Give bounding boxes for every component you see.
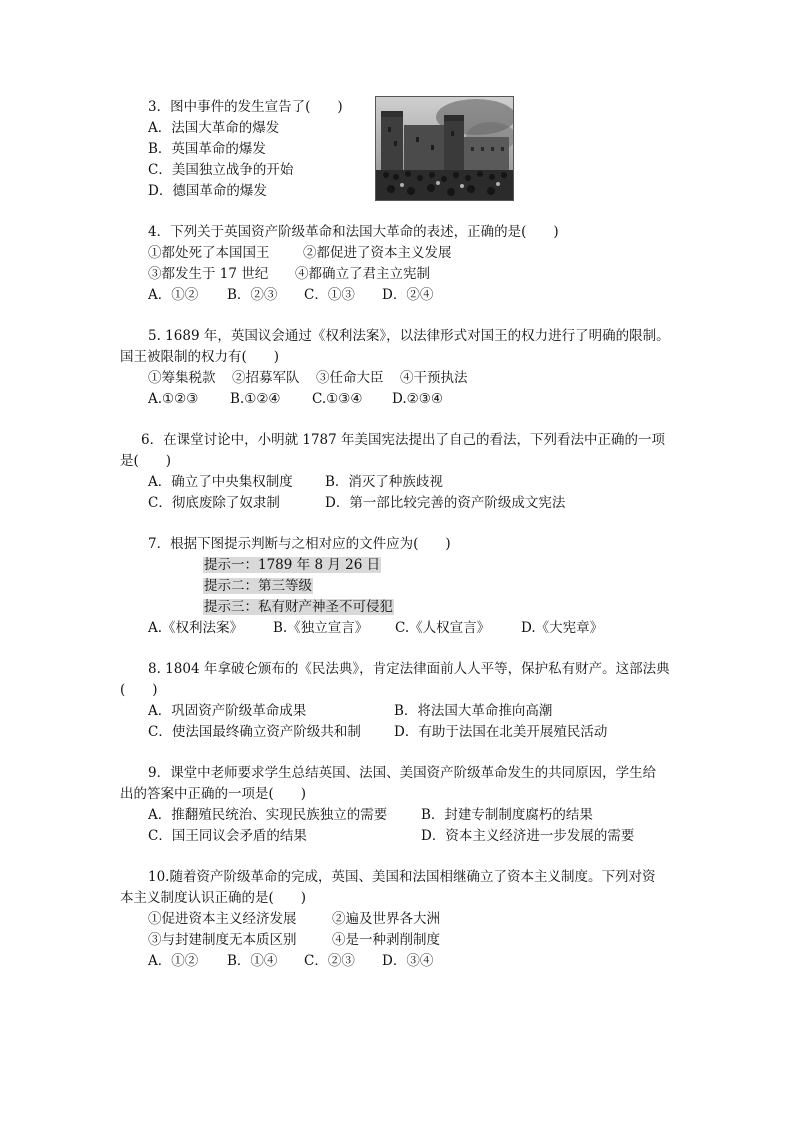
q4-item-1: ①都处死了本国国王: [148, 245, 270, 261]
q5-option-d: D.②③④: [392, 391, 443, 407]
q7-option-b: B.《独立宣言》: [273, 620, 369, 636]
q9-stem-line2: 出的答案中正确的一项是( ): [120, 786, 307, 802]
q5-item-2: ②招募军队: [232, 370, 300, 386]
q4-item-4: ④都确立了君主立宪制: [295, 266, 430, 282]
q9-option-c: C．国王同议会矛盾的结果: [148, 828, 307, 844]
q9-stem-line1: 9．课堂中老师要求学生总结英国、法国、美国资产阶级革命发生的共同原因，学生给: [148, 765, 657, 781]
q3-option-c: C．美国独立战争的开始: [148, 162, 294, 178]
q6-option-a: A．确立了中央集权制度: [148, 474, 293, 490]
q10-stem-line2: 本主义制度认识正确的是( ): [120, 890, 307, 906]
q6-option-b: B．消灭了种族歧视: [325, 474, 443, 490]
q3-option-a: A．法国大革命的爆发: [148, 120, 280, 136]
q10-option-a: A．①②: [148, 953, 199, 969]
q9-option-a: A．推翻殖民统治、实现民族独立的需要: [148, 807, 388, 823]
q7-option-c: C.《人权宣言》: [395, 620, 491, 636]
bastille-illustration: [376, 97, 513, 200]
q7-hint-2-text: 提示二：第三等级: [204, 578, 312, 594]
q7-hint-1-text: 提示一：1789 年 8 月 26 日: [204, 557, 381, 573]
q6-stem-line2: 是( ): [120, 453, 172, 469]
q9-option-d: D．资本主义经济进一步发展的需要: [421, 828, 635, 844]
q4-stem: 4．下列关于英国资产阶级革命和法国大革命的表述，正确的是( ): [148, 224, 559, 240]
q5-item-1: ①筹集税款: [148, 370, 216, 386]
q10-item-3: ③与封建制度无本质区别: [148, 932, 297, 948]
q6-stem-line1: 6．在课堂讨论中，小明就 1787 年美国宪法提出了自己的看法，下列看法中正确的一项: [141, 432, 666, 448]
bastille-image: [375, 96, 514, 201]
q7-option-d: D.《大宪章》: [521, 620, 604, 636]
q5-item-4: ④干预执法: [400, 370, 468, 386]
q3-option-b: B．英国革命的爆发: [148, 141, 266, 157]
q10-stem-line1: 10.随着资产阶级革命的完成，英国、美国和法国相继确立了资本主义制度。下列对资: [148, 869, 656, 885]
q8-stem-line1: 8. 1804 年拿破仑颁布的《民法典》，肯定法律面前人人平等，保护私有财产。这部法典: [148, 661, 670, 677]
q8-option-a: A．巩固资产阶级革命成果: [148, 703, 307, 719]
q10-item-1: ①促进资本主义经济发展: [148, 911, 297, 927]
q4-item-2: ②都促进了资本主义发展: [303, 245, 452, 261]
q5-option-a: A.①②③: [148, 391, 199, 407]
q3-stem: 3．图中事件的发生宣告了( ): [148, 99, 343, 115]
q8-stem-line2: ( ): [120, 682, 158, 698]
q10-option-d: D．③④: [382, 953, 434, 969]
q7-option-a: A.《权利法案》: [148, 620, 244, 636]
q10-item-2: ②遍及世界各大洲: [332, 911, 440, 927]
q5-option-c: C.①③④: [312, 391, 363, 407]
q7-hint-1: [203, 555, 381, 575]
q6-option-c: C．彻底废除了奴隶制: [148, 495, 280, 511]
q10-item-4: ④是一种剥削制度: [332, 932, 440, 948]
q9-option-b: B．封建专制制度腐朽的结果: [421, 807, 593, 823]
q10-option-b: B．①④: [227, 953, 278, 969]
q5-item-3: ③任命大臣: [316, 370, 384, 386]
q5-option-b: B.①②④: [230, 391, 281, 407]
q7-hint-3: [203, 597, 394, 617]
q7-stem: 7．根据下图提示判断与之相对应的文件应为( ): [148, 536, 451, 552]
q10-option-c: C．②③: [304, 953, 355, 969]
q3-option-d: D．德国革命的爆发: [148, 183, 267, 199]
q8-option-c: C．使法国最终确立资产阶级共和制: [148, 724, 361, 740]
q4-option-d: D．②④: [382, 287, 434, 303]
q7-hint-3-text: 提示三：私有财产神圣不可侵犯: [204, 599, 393, 615]
q5-stem-line1: 5. 1689 年，英国议会通过《权利法案》，以法律形式对国王的权力进行了明确的限制。: [148, 328, 670, 344]
q4-option-c: C．①③: [304, 287, 355, 303]
q6-option-d: D．第一部比较完善的资产阶级成文宪法: [325, 495, 566, 511]
q5-stem-line2: 国王被限制的权力有( ): [120, 349, 280, 365]
q7-hint-2: [203, 576, 313, 596]
q8-option-d: D．有助于法国在北美开展殖民活动: [394, 724, 608, 740]
q8-option-b: B．将法国大革命推向高潮: [394, 703, 553, 719]
q4-option-a: A．①②: [148, 287, 199, 303]
q4-item-3: ③都发生于 17 世纪: [148, 266, 269, 282]
q4-option-b: B．②③: [227, 287, 278, 303]
